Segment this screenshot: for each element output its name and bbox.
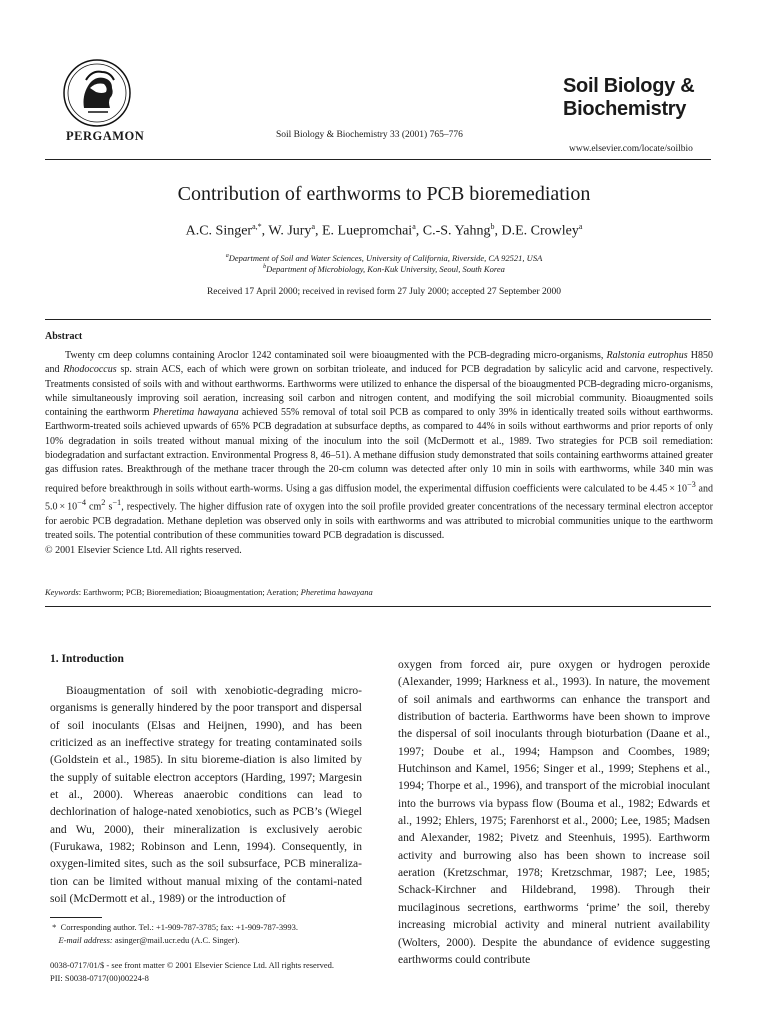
journal-name-line1: Soil Biology & <box>563 75 695 97</box>
intro-paragraph-continued: oxygen from forced air, pure oxygen or hydrogen peroxide (Alexander, 1999; Harkness et al., 1993). In nature, the movement of soil animals and earthworms can enhance the transport and distribution of bacteria. Earthworms have been shown to improve the dispersal of soil inoculants through bioturbation (Daane et al., 1997; Doube et al., 1994; Hampson and Coombes, 1989; Hutchinson and Kamel, 1956; Singer et al., 1999; Stephens et al., 1994; Thorpe et al., 1996), and transport of the microbial inoculant into the burrows via bypass flow (Bouma et al., 1982; Edwards et al., 1992; Ehlers, 1975; Farenhorst et al., 2000; Lee, 1985; Madsen and Alexander, 1982; Pivetz and Steenhuis, 1995). Earthworm activity and burrowing also has been shown to increase soil aeration (Kretzschmar, 1978; Kretzschmar, 1987; Lee, 1985; Schack-Kirchner and Hildebrand, 1998). Through their mucilaginous secretions, earthworms ‘prime’ the soil, thereby increasing microbial activity and mineral nutrient availability (Wolters, 2000). Despite the abundance of evidence suggesting earthworms could contribute <box>398 659 710 966</box>
affil-text: Department of Microbiology, Kon-Kuk University, Seoul, South Korea <box>266 264 505 274</box>
abstract-copyright: © 2001 Elsevier Science Ltd. All rights reserved. <box>45 544 242 556</box>
author-affil-marker: a <box>311 222 315 231</box>
exponent: −3 <box>686 479 696 489</box>
publisher-name: PERGAMON <box>66 129 145 143</box>
abstract-paragraph <box>45 349 713 544</box>
footnote <box>50 921 390 946</box>
abstract-text: achieved 55% removal of total soil PCB as compared to only 39% in identically treated soils without earthworms. Earthworm-treated soils achieved upwards of 65% PCB degradation at subsurface depths, as compared to 44% in soils without earthworms and prior reports of only 10% degradation in soils treated without manual mixing of the inoculum into the soil (McDermott et al., 1989. Two strategies for PCB soil remediation: biodegradation and surfactant extraction. Environmental Progress 8, 46–51). A methane diffusion study demonstrated that soils containing earthworms attained greater gas diffusion rates. Breakthrough of the methane tracer through the 20-cm column was detected after only 10 min in soils with earthworms, while 340 min was required before breakthrough in soils without earth-worms. Using a gas diffusion model, the experimental diffusion coefficients were calculated to be 4.45 × 10 <box>45 407 713 494</box>
exponent: −1 <box>112 498 122 508</box>
affiliation-a <box>0 253 768 263</box>
journal-citation: Soil Biology & Biochemistry 33 (2001) 765–776 <box>276 130 463 140</box>
column-right <box>398 657 710 969</box>
author-affil-marker: a,* <box>252 222 262 231</box>
keyword-species: Pheretima hawayana <box>300 587 373 597</box>
front-matter <box>50 959 470 984</box>
abstract-text: Twenty cm deep columns containing Aroclor 1242 contaminated soil were bioaugmented with the PCB-degrading micro-organisms, <box>65 350 607 361</box>
abstract-rule <box>45 606 711 607</box>
abstract-body <box>45 349 713 558</box>
abstract-text: cm <box>86 501 102 513</box>
received-dates: Received 17 April 2000; received in revised form 27 July 2000; accepted 27 September 2000 <box>206 287 562 297</box>
species-name: Rhodococcus <box>63 364 117 376</box>
exponent: 2 <box>101 498 106 508</box>
abstract-text: sp. strain ACS, each of which were grown on sorbitan trioleate, and induced for PCB degradation by salicylic acid and carvone, respectively. Treatments consisted of soils with and without earthworms. Earthworms were utilized to enhance the dispersal of the bioaugmented PCB-degrading micro-organisms, while simultaneously improving soil aeration, increasing soil carbon and nitrogen content, and modifying the soil microbial community. Bioaugmented soils containing the earthworm <box>45 364 713 419</box>
abstract-text: , respectively. The higher diffusion rate of oxygen into the soil profile provided greater concentrations of the necessary terminal electron acceptor for aerobic PCB degradation. Methane depletion was observed only in soils with earthworms and was attributed to microbial communities unique to the earthworm treated soils. The potential contribution of these communities toward PCB degradation is discussed. <box>45 501 713 542</box>
author-name: D.E. Crowley <box>501 223 579 239</box>
keywords: Keywords: Earthworm; PCB; Bioremediation; Bioaugmentation; Aeration; Pheretima hawayana <box>45 587 373 597</box>
section-heading-introduction: 1. Introduction <box>50 653 124 665</box>
footnote-email <box>50 934 390 947</box>
species-name: Ralstonia eutrophus <box>606 350 688 361</box>
abstract-text: and 5.0 × 10 <box>45 483 713 513</box>
author-name: W. Jury <box>268 223 312 239</box>
author-list: A.C. Singer$^{a,*}$, W. Jury$^a$, E. Luepromchai$^a$, C.-S. Yahng$^b$, D.E. Crowley$^a$ <box>185 222 583 239</box>
footnote-corresponding <box>50 921 390 934</box>
abstract-text: H850 and <box>45 350 713 376</box>
intro-paragraph: Bioaugmentation of soil with xenobiotic-degrading micro-organisms is generally hindered by the poor transport and dispersal of soil inoculants (Elsas and Heijnen, 1990), and has been criticized as an ineffective strategy for treating contaminated soils (Goldstein et al., 1985). In situ bioreme-diation is also limited by the supply of suitable electron acceptors (Harding, 1997; Margesin et al., 2000). Whereas anaerobic conditions can lead to dechlorination of haloge-nated xenobiotics, such as PCB’s (Wiegel and Wu, 2000), their mineralization is exclusively aerobic (Furukawa, 1982; Robinson and Lenn, 1994). Consequently, in oxygen-limited sites, such as the soil subsurface, PCB mineraliza-tion can be limited without manual mixing of the contami-nated soil (McDermott et al., 1989) or the introduction of <box>50 685 362 906</box>
keywords-label: Keywords <box>45 587 79 597</box>
footnote-rule <box>50 917 102 918</box>
affiliation-b <box>0 264 768 274</box>
journal-name-line2: Biochemistry <box>563 98 687 120</box>
species-name: Pheretima hawayana <box>152 407 239 419</box>
exponent: −4 <box>77 498 87 508</box>
column-left <box>50 683 362 908</box>
front-matter-line: 0038-0717/01/$ - see front matter © 2001 Elsevier Science Ltd. All rights reserved. <box>50 960 335 970</box>
publisher-logo <box>62 58 132 128</box>
affil-marker: a <box>225 253 229 260</box>
email-address[interactable]: asinger@mail.ucr.edu (A.C. Singer). <box>114 934 240 945</box>
affil-marker: b <box>263 264 267 271</box>
abstract-text: s <box>105 501 113 513</box>
title-rule <box>45 319 711 320</box>
email-label: E-mail address: <box>58 934 113 945</box>
affil-text: Department of Soil and Water Sciences, University of California, Riverside, CA 92521, USA <box>228 253 543 263</box>
author-name: A.C. Singer <box>185 223 253 239</box>
author-affil-marker: b <box>490 222 495 231</box>
journal-url[interactable]: www.elsevier.com/locate/soilbio <box>569 144 693 154</box>
author-name: E. Luepromchai <box>322 223 413 239</box>
keywords-list: Earthworm; PCB; Bioremediation; Bioaugmentation; Aeration; <box>83 587 301 597</box>
author-affil-marker: a <box>578 222 583 231</box>
pii-line: PII: S0038-0717(00)00224-8 <box>50 972 149 983</box>
author-affil-marker: a <box>412 222 416 231</box>
article-title: Contribution of earthworms to PCB bioremediation <box>177 183 591 205</box>
header-rule <box>45 159 711 160</box>
journal-brand <box>563 75 723 121</box>
footnote-text: Corresponding author. Tel.: +1-909-787-3785; fax: +1-909-787-3993. <box>60 922 298 932</box>
footnote-marker: * <box>52 922 57 932</box>
author-name: C.-S. Yahng <box>422 223 491 239</box>
abstract-heading: Abstract <box>45 331 83 342</box>
